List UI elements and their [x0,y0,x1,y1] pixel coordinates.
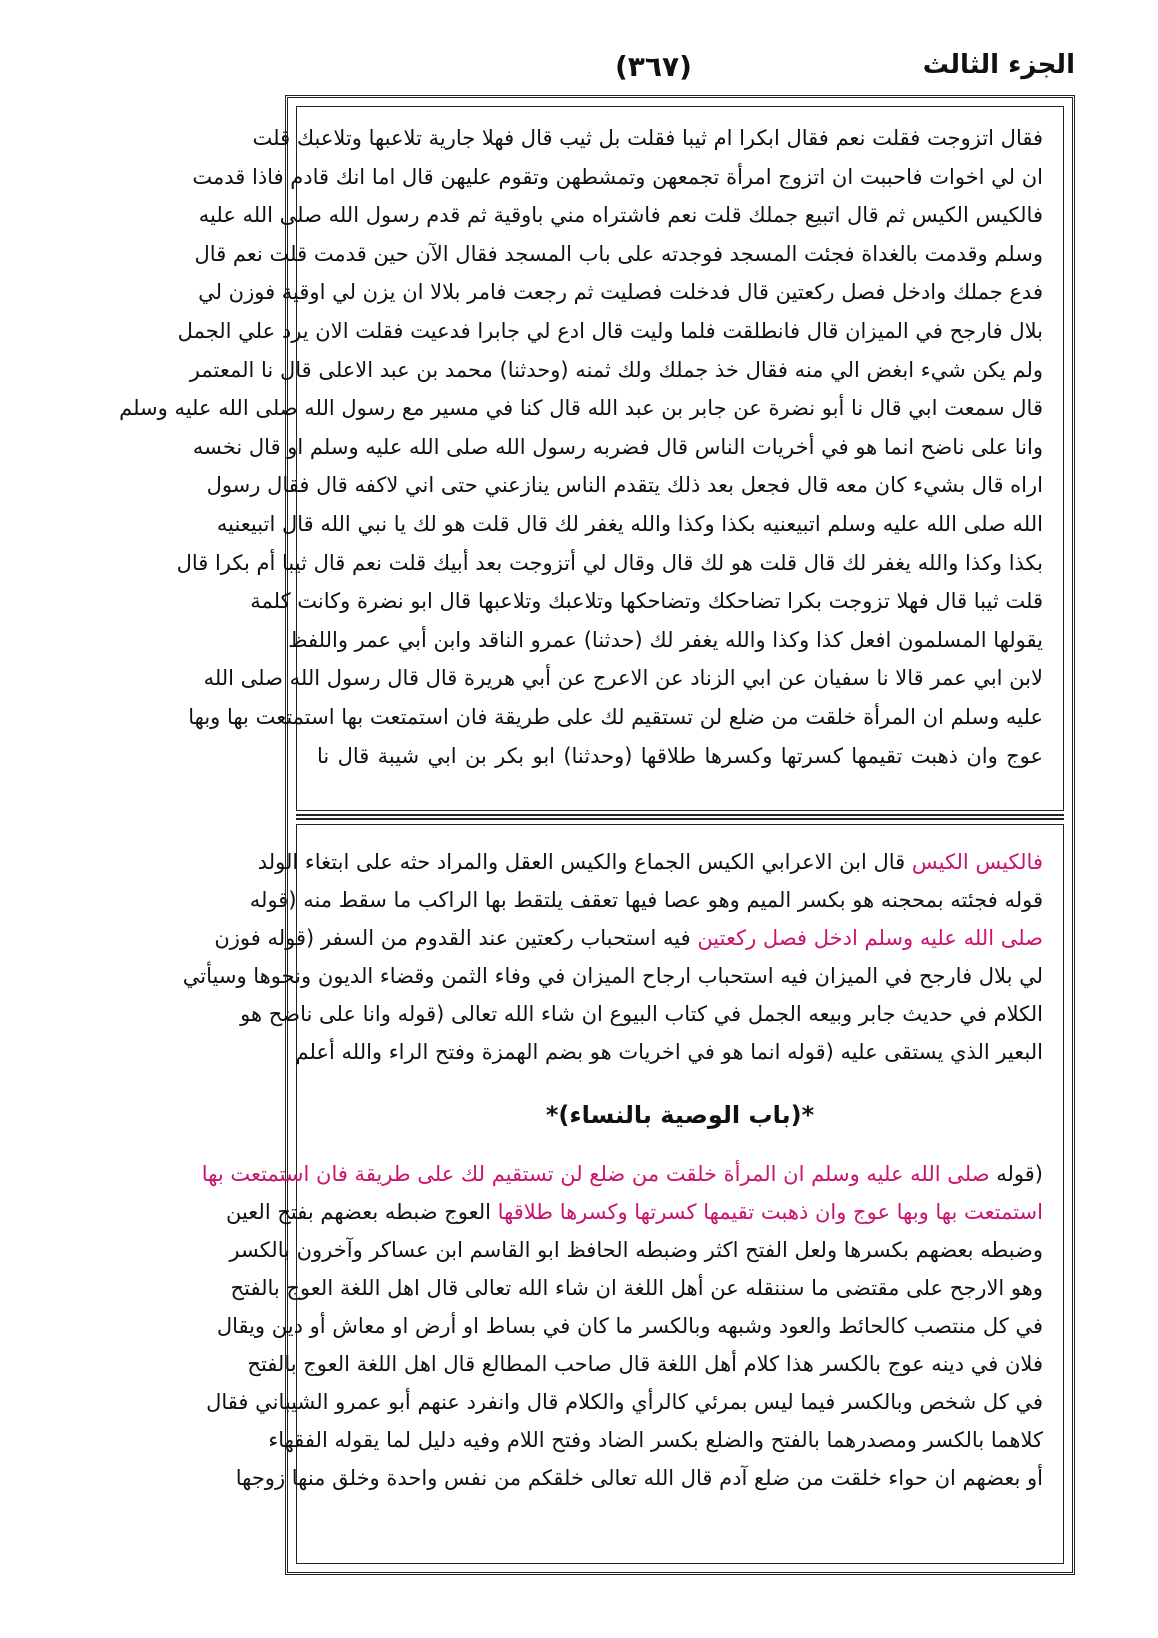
commentary-text: العوج ضبطه بعضهم بفتح العين [225,1200,498,1224]
sharh-commentary-block [182,824,1064,1564]
commentary-text: البعير الذي يستقى عليه (قوله انما هو في اخريات هو بضم الهمزة وفتح الراء والله أعلم [295,1040,1043,1064]
sharh-line [225,1193,1043,1231]
commentary-text: وهو الارجح على مقتضى ما سننقله عن أهل اللغة ان شاء الله تعالى قال اهل اللغة العوج بالفتح [230,1276,1043,1300]
sharh-line [257,843,1043,881]
sharh-line [240,995,1043,1033]
matn-line: وسلم وقدمت بالغداة فجئت المسجد فوجدته على باب المسجد فقال الآن حين قدمت قلت نعم قال [194,241,1043,266]
commentary-text: أو بعضهم ان حواء خلقت من ضلع آدم قال الله تعالى خلقكم من نفس واحدة وخلق منها زوجها [235,1466,1043,1490]
matn-line: وانا على ناضح انما هو في أخريات الناس قال فضربه رسول الله صلى الله عليه وسلم او قال نخسه [192,434,1043,459]
matn-line: بكذا وكذا والله يغفر لك قال قلت هو لك قال وقال لي أتزوجت بعد أبيك قلت نعم قال ثيبا أم بكرا قال [176,550,1043,575]
matn-line: يقولها المسلمون افعل كذا وكذا والله يغفر لك (حدثنا) عمرو الناقد وابن أبي عمر واللفظ [288,627,1043,652]
sharh-line [206,1383,1043,1421]
matn-line: لابن ابي عمر قالا نا سفيان عن ابي الزناد عن الاعرج عن أبي هريرة قال قال رسول الله صلى الله [203,666,1043,691]
commentary-text: كلاهما بالكسر ومصدرهما بالفتح والضلع بكسر الضاد وفتح اللام وفيه دليل لما يقوله الفقهاء [268,1428,1043,1452]
commentary-text: (قوله [989,1162,1043,1186]
sharh-line [268,1421,1043,1459]
page-number: (٣٦٧) [615,50,692,83]
commentary-text: الكلام في حديث جابر وبيعه الجمل في كتاب البيوع ان شاء الله تعالى (قوله وانا على ناضح هو [240,1002,1043,1026]
matn-text-block [119,106,1064,811]
sharh-line [295,1033,1043,1071]
sharh-line [214,919,1043,957]
page-header [285,50,1085,90]
sharh-line [230,1269,1043,1307]
matn-line: عوج وان ذهبت تقيمها كسرتها وكسرها طلاقها (وحدثنا) ابو بكر بن ابي شيبة قال نا [317,743,1043,768]
matn-line: قلت ثيبا قال فهلا تزوجت بكرا تضاحكك وتضاحكها وتلاعبك وتلاعبها قال ابو نضرة وكانت كلمة [250,589,1043,614]
commentary-text: قال ابن الاعرابي الكيس الجماع والكيس العقل والمراد حثه على ابتغاء الولد [257,850,912,874]
page-frame [119,95,1075,1575]
sharh-line [182,957,1043,995]
commentary-text: وضبطه بعضهم بكسرها ولعل الفتح اكثر وضبطه الحافظ ابو القاسم ابن عساكر وآخرون بالكسر [229,1238,1043,1262]
matn-line: الله صلى الله عليه وسلم اتبيعنيه بكذا وكذا والله يغفر لك قال قلت هو لك يا نبي الله قال اتبيعنيه [216,511,1043,536]
sharh-line [201,1155,1043,1193]
sharh-line [229,1231,1043,1269]
matn-line: قال سمعت ابي قال نا أبو نضرة عن جابر بن عبد الله قال كنا في مسير مع رسول الله صلى الله عليه وسلم [119,396,1043,421]
sharh-line [247,1345,1043,1383]
commentary-text: فلان في دينه عوج بالكسر هذا كلام أهل اللغة قال صاحب المطالع قال اهل اللغة العوج بالفتح [247,1352,1043,1376]
matn-line: ولم يكن شيء ابغض الي منه فقال خذ جملك ولك ثمنه (وحدثنا) محمد بن عبد الاعلى قال نا المعتمر [189,357,1043,382]
sharh-line [235,1459,1043,1497]
chapter-title: *(باب الوصية بالنساء)* [545,1101,815,1129]
matn-line: ان لي اخوات فاحببت ان اتزوج امرأة تجمعهن وتمشطهن وتقوم عليهن قال اما انك قادم فاذا قدمت [192,164,1043,189]
matn-line: اراه قال بشيء كان معه قال فجعل بعد ذلك يتقدم الناس ينازعني حتى اني لاكفه قال فقال رسول [206,473,1043,498]
matn-line: بلال فارجح في الميزان قال فانطلقت فلما وليت قال ادع لي جابرا فدعيت فقلت الان يرد علي الجمل [177,318,1043,343]
matn-line: فقال اتزوجت فقلت نعم فقال ابكرا ام ثيبا فقلت بل ثيب قال فهلا جارية تلاعبها وتلاعبك قلت [252,126,1043,150]
commentary-text: فيه استحباب ركعتين عند القدوم من السفر (قوله فوزن [214,926,698,950]
commentary-text: في كل منتصب كالحائط والعود وشبهه وبالكسر ما كان في بساط او أرض او معاش أو دين ويقال [216,1314,1043,1338]
commentary-text: لي بلال فارجح في الميزان فيه استحباب ارجاح الميزان في وفاء الثمن وقضاء الديون ونحوها وسيأتي [182,964,1043,988]
sharh-line [216,1307,1043,1345]
matn-line: فدع جملك وادخل فصل ركعتين قال فدخلت فصليت ثم رجعت فامر بلالا ان يزن لي اوقية فوزن لي [198,280,1043,305]
highlighted-lemma: صلى الله عليه وسلم ان المرأة خلقت من ضلع لن تستقيم لك على طريقة فان استمتعت بها [201,1162,990,1186]
sharh-line [249,881,1043,919]
highlighted-lemma: استمتعت بها وبها عوج وان ذهبت تقيمها كسرتها وكسرها طلاقها [497,1200,1043,1224]
sharh-part-2 [201,1155,1043,1497]
highlighted-lemma: صلى الله عليه وسلم ادخل فصل ركعتين [697,926,1043,950]
commentary-text: في كل شخص وبالكسر فيما ليس بمرئي كالرأي والكلام قال وانفرد عنهم أبو عمرو الشيباني فقال [206,1390,1043,1414]
matn-line: فالكيس الكيس ثم قال اتبيع جملك قلت نعم فاشتراه مني باوقية ثم قدم رسول الله صلى الله عليه [198,203,1043,228]
highlighted-lemma: فالكيس الكيس [911,850,1043,874]
part-title: الجزء الثالث [922,50,1075,80]
sharh-part-1 [182,843,1043,1071]
matn-line: عليه وسلم ان المرأة خلقت من ضلع لن تستقيم لك على طريقة فان استمتعت بها استمتعت بها وبها [188,704,1043,729]
section-divider [296,814,1064,820]
commentary-text: قوله فجئته بمحجنه هو بكسر الميم وهو عصا فيها تعقف يلتقط بها الراكب ما سقط منه (قوله [249,888,1043,912]
